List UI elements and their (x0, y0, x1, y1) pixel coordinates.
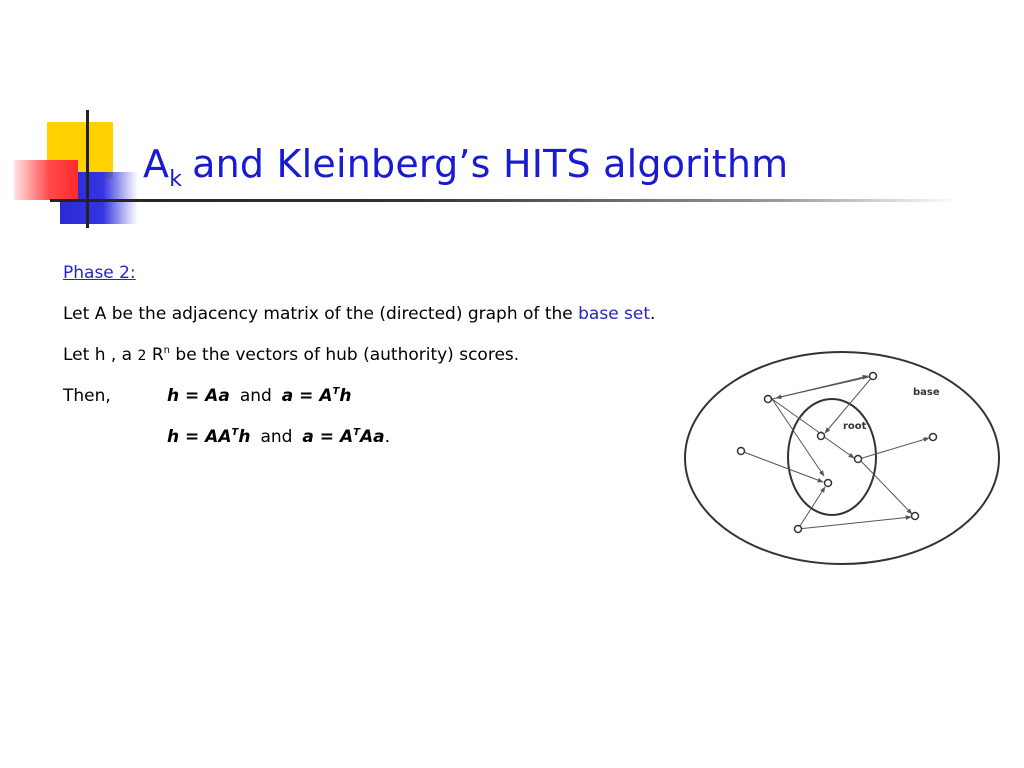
graph-node (765, 396, 772, 403)
line1-period: . (650, 304, 656, 324)
graph-node (738, 448, 745, 455)
graph-node (818, 433, 825, 440)
equation-2 (167, 427, 390, 447)
base-label: base (913, 387, 940, 398)
eq1-end: h (339, 386, 352, 406)
eq1-a: a = A (281, 386, 333, 406)
eq1-and: and (239, 386, 272, 406)
base-set-ellipse (685, 352, 999, 564)
eq2-period: . (384, 427, 391, 447)
then-label: Then, (63, 386, 111, 406)
graph-node (870, 373, 877, 380)
graph-node (912, 513, 919, 520)
edge (772, 399, 824, 476)
adjacency-matrix-line (63, 304, 655, 324)
eq1-sup-t: T (332, 386, 340, 397)
eq2-a: a = A (302, 427, 354, 447)
line2-pre: Let h , a (63, 345, 133, 365)
red-decor-square (14, 160, 78, 200)
decor-vertical-line (86, 110, 89, 228)
edge (798, 517, 911, 529)
eq1-h: h = Aa (167, 386, 230, 406)
edge (859, 438, 929, 459)
eq2-and: and (260, 427, 293, 447)
title-rest: and Kleinberg’s HITS algorithm (192, 142, 789, 186)
line2-post: be the vectors of hub (authority) scores. (175, 345, 520, 365)
graph-node (825, 480, 832, 487)
line2-superscript-n: n (163, 345, 170, 356)
slide-title (143, 142, 789, 192)
root-set-ellipse (788, 399, 876, 515)
line1-text: Let A be the adjacency matrix of the (directed) graph of the (63, 304, 573, 324)
title-underline-rule (50, 199, 960, 202)
equation-1 (167, 386, 351, 406)
graph-node (855, 456, 862, 463)
eq2-sup-t2: T (353, 427, 360, 438)
eq2-h: h = AA (167, 427, 232, 447)
score-vectors-line (63, 345, 519, 365)
eq2-hend: h (238, 427, 251, 447)
equation-line-1 (63, 386, 352, 406)
title-subscript-k: k (169, 167, 183, 192)
edge (798, 487, 825, 529)
graph-node (795, 526, 802, 533)
edge (859, 459, 912, 514)
line2-symbol: 2 (137, 348, 147, 364)
base-root-graph-diagram (680, 350, 1010, 575)
eq2-aend: Aa (359, 427, 385, 447)
edge (823, 436, 854, 458)
edge (776, 376, 873, 398)
eq2-sup-t1: T (231, 427, 239, 438)
line2-r: R (151, 345, 164, 365)
root-label: root (843, 421, 867, 432)
graph-node (930, 434, 937, 441)
base-set-highlight: base set (578, 304, 651, 324)
phase-label: Phase 2: (63, 263, 136, 283)
edge (772, 399, 824, 436)
title-a: A (143, 142, 170, 186)
